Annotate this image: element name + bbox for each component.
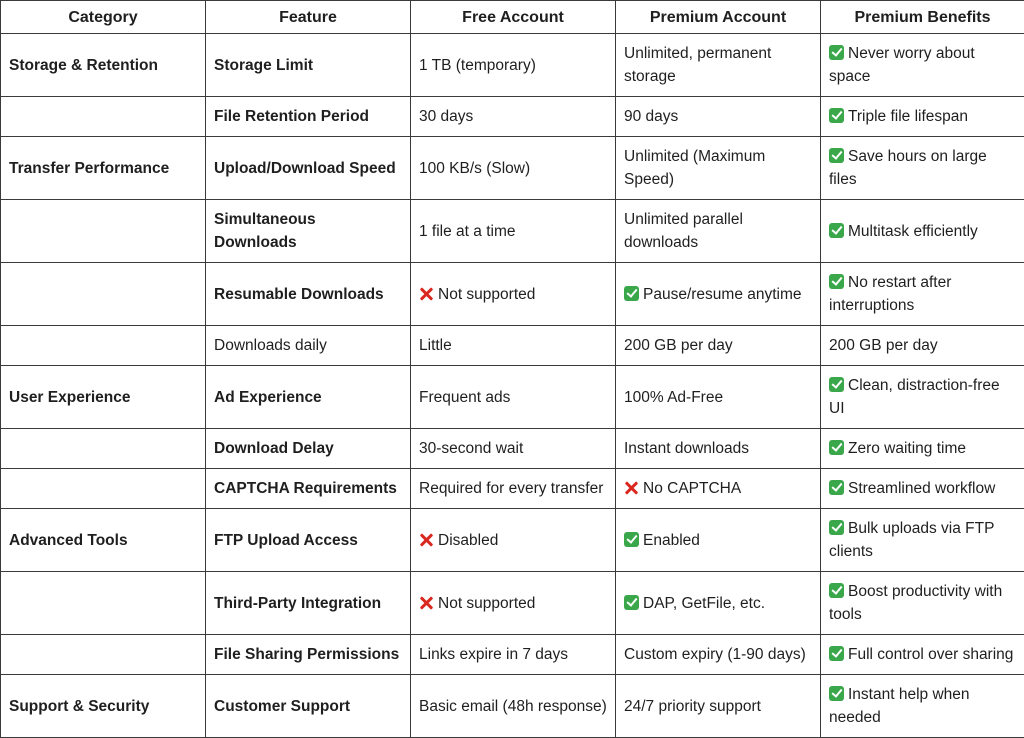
cell-free-account <box>411 137 616 200</box>
table-body <box>1 34 1024 738</box>
check-icon <box>829 108 844 123</box>
header-category: Category <box>1 1 206 34</box>
cell-premium-account <box>616 675 821 738</box>
cell-premium-benefit <box>821 572 1024 635</box>
check-icon <box>829 480 844 495</box>
cell-free-account-text: 30 days <box>419 108 474 125</box>
cell-category <box>1 137 206 200</box>
cell-premium-account-text: Unlimited (Maximum Speed) <box>624 148 766 188</box>
cell-category <box>1 34 206 97</box>
cell-premium-account <box>616 263 821 326</box>
cell-premium-benefit <box>821 137 1024 200</box>
cell-feature <box>206 366 411 429</box>
cell-feature <box>206 675 411 738</box>
cell-premium-account-text: 24/7 priority support <box>624 697 761 715</box>
table-row <box>1 200 1024 263</box>
cell-premium-benefit-text: Instant help when needed <box>829 686 970 726</box>
cell-free-account <box>411 429 616 469</box>
cell-free-account <box>411 366 616 429</box>
table-row <box>1 137 1024 200</box>
cell-free-account <box>411 509 616 572</box>
cell-feature-text: Resumable Downloads <box>214 285 384 303</box>
cell-category-text: User Experience <box>9 388 131 406</box>
cell-premium-benefit <box>821 200 1024 263</box>
cell-premium-account <box>616 366 821 429</box>
cell-premium-account-text: Instant downloads <box>624 440 749 457</box>
cell-premium-benefit-text: Save hours on large files <box>829 148 987 188</box>
cell-premium-account-text: Custom expiry (1-90 days) <box>624 646 806 663</box>
header-free-account: Free Account <box>411 1 616 34</box>
cell-feature-text: Ad Experience <box>214 388 322 406</box>
cell-free-account-text: Not supported <box>438 594 536 612</box>
cell-premium-account <box>616 572 821 635</box>
header-premium-benefits: Premium Benefits <box>821 1 1024 34</box>
cell-feature <box>206 429 411 469</box>
cell-feature <box>206 137 411 200</box>
cell-free-account <box>411 97 616 137</box>
check-icon <box>624 532 639 547</box>
cell-premium-benefit <box>821 429 1024 469</box>
cell-free-account-text: Disabled <box>438 531 499 549</box>
cell-category <box>1 429 206 469</box>
cell-category <box>1 326 206 366</box>
table-row <box>1 263 1024 326</box>
cell-category <box>1 97 206 137</box>
cell-premium-benefit <box>821 34 1024 97</box>
cell-free-account-text: 1 TB (temporary) <box>419 56 536 74</box>
cell-premium-benefit <box>821 675 1024 738</box>
cell-premium-account <box>616 509 821 572</box>
header-premium-account: Premium Account <box>616 1 821 34</box>
cell-feature-text: Downloads daily <box>214 337 327 354</box>
cell-premium-benefit <box>821 263 1024 326</box>
check-icon <box>624 286 639 301</box>
cell-free-account-text: Not supported <box>438 285 536 303</box>
cell-feature-text: Simultaneous Downloads <box>214 211 316 251</box>
cross-icon <box>419 532 434 547</box>
check-icon <box>829 274 844 289</box>
cell-category <box>1 200 206 263</box>
cell-feature <box>206 509 411 572</box>
check-icon <box>829 45 844 60</box>
cell-premium-benefit-text: No restart after interruptions <box>829 274 952 314</box>
cell-category-text: Storage & Retention <box>9 56 158 74</box>
cell-category <box>1 509 206 572</box>
cell-category <box>1 469 206 509</box>
cell-premium-benefit-text: Boost productivity with tools <box>829 583 1003 623</box>
cell-feature <box>206 263 411 326</box>
check-icon <box>829 686 844 701</box>
cell-category-text: Advanced Tools <box>9 531 128 549</box>
cell-premium-benefit <box>821 97 1024 137</box>
cross-icon <box>419 595 434 610</box>
cell-free-account <box>411 675 616 738</box>
cell-free-account-text: 1 file at a time <box>419 222 516 240</box>
cross-icon <box>624 480 639 495</box>
cell-category <box>1 572 206 635</box>
cell-feature-text: Customer Support <box>214 697 351 715</box>
cell-feature <box>206 326 411 366</box>
cell-feature <box>206 572 411 635</box>
cell-premium-account-text: 200 GB per day <box>624 337 733 354</box>
cell-premium-benefit-text: Never worry about space <box>829 45 975 85</box>
cell-premium-account-text: Enabled <box>643 531 700 549</box>
cell-feature <box>206 200 411 263</box>
cell-feature <box>206 97 411 137</box>
cross-icon <box>419 286 434 301</box>
table-row <box>1 635 1024 675</box>
table-row <box>1 675 1024 738</box>
cell-premium-account-text: Unlimited parallel downloads <box>624 211 743 251</box>
check-icon <box>829 223 844 238</box>
cell-premium-account <box>616 137 821 200</box>
cell-feature-text: File Sharing Permissions <box>214 646 400 663</box>
cell-premium-account <box>616 469 821 509</box>
cell-category <box>1 675 206 738</box>
check-icon <box>829 520 844 535</box>
cell-free-account-text: 30-second wait <box>419 440 524 457</box>
cell-premium-benefit <box>821 469 1024 509</box>
header-feature: Feature <box>206 1 411 34</box>
header-row <box>1 1 1024 34</box>
cell-feature <box>206 469 411 509</box>
cell-feature-text: File Retention Period <box>214 108 370 125</box>
cell-free-account <box>411 200 616 263</box>
cell-free-account <box>411 326 616 366</box>
cell-feature-text: Storage Limit <box>214 56 314 74</box>
cell-free-account-text: Links expire in 7 days <box>419 646 569 663</box>
cell-premium-benefit-text: Multitask efficiently <box>848 222 978 240</box>
cell-premium-benefit-text: Zero waiting time <box>848 440 967 457</box>
check-icon <box>829 440 844 455</box>
check-icon <box>624 595 639 610</box>
cell-free-account <box>411 34 616 97</box>
cell-free-account <box>411 263 616 326</box>
cell-feature-text: FTP Upload Access <box>214 531 358 549</box>
cell-premium-benefit-text: 200 GB per day <box>829 337 938 354</box>
check-icon <box>829 377 844 392</box>
cell-feature-text: Third-Party Integration <box>214 594 382 612</box>
cell-premium-benefit-text: Streamlined workflow <box>848 480 996 497</box>
cell-category-text: Transfer Performance <box>9 159 170 177</box>
cell-feature-text: Upload/Download Speed <box>214 159 396 177</box>
cell-premium-benefit-text: Clean, distraction-free UI <box>829 377 1000 417</box>
cell-premium-account-text: Pause/resume anytime <box>643 285 802 303</box>
cell-premium-account <box>616 326 821 366</box>
cell-free-account <box>411 469 616 509</box>
cell-premium-benefit <box>821 366 1024 429</box>
cell-feature-text: Download Delay <box>214 440 334 457</box>
cell-free-account-text: Required for every transfer <box>419 480 604 497</box>
cell-premium-account <box>616 429 821 469</box>
table-row <box>1 34 1024 97</box>
cell-free-account-text: Basic email (48h response) <box>419 697 607 715</box>
table-row <box>1 509 1024 572</box>
cell-free-account <box>411 635 616 675</box>
cell-feature <box>206 635 411 675</box>
check-icon <box>829 646 844 661</box>
cell-premium-benefit-text: Full control over sharing <box>848 646 1014 663</box>
cell-category-text: Support & Security <box>9 697 150 715</box>
cell-premium-account-text: 100% Ad-Free <box>624 388 724 406</box>
cell-premium-account-text: No CAPTCHA <box>643 480 742 497</box>
cell-premium-account <box>616 34 821 97</box>
cell-premium-account-text: DAP, GetFile, etc. <box>643 594 766 612</box>
cell-free-account-text: Little <box>419 337 452 354</box>
cell-category <box>1 263 206 326</box>
cell-category <box>1 366 206 429</box>
cell-free-account-text: Frequent ads <box>419 388 511 406</box>
cell-category <box>1 635 206 675</box>
check-icon <box>829 148 844 163</box>
cell-premium-benefit <box>821 326 1024 366</box>
cell-premium-account-text: Unlimited, permanent storage <box>624 45 772 85</box>
cell-premium-account <box>616 200 821 263</box>
cell-free-account <box>411 572 616 635</box>
cell-feature-text: CAPTCHA Requirements <box>214 480 397 497</box>
cell-premium-benefit-text: Bulk uploads via FTP clients <box>829 520 995 560</box>
cell-premium-account <box>616 635 821 675</box>
cell-feature <box>206 34 411 97</box>
table-row <box>1 429 1024 469</box>
table-row <box>1 97 1024 137</box>
cell-free-account-text: 100 KB/s (Slow) <box>419 159 531 177</box>
cell-premium-account <box>616 97 821 137</box>
cell-premium-account-text: 90 days <box>624 108 679 125</box>
cell-premium-benefit <box>821 635 1024 675</box>
table-row <box>1 572 1024 635</box>
table-row <box>1 366 1024 429</box>
table-row <box>1 326 1024 366</box>
table-row <box>1 469 1024 509</box>
check-icon <box>829 583 844 598</box>
cell-premium-benefit <box>821 509 1024 572</box>
cell-premium-benefit-text: Triple file lifespan <box>848 108 969 125</box>
